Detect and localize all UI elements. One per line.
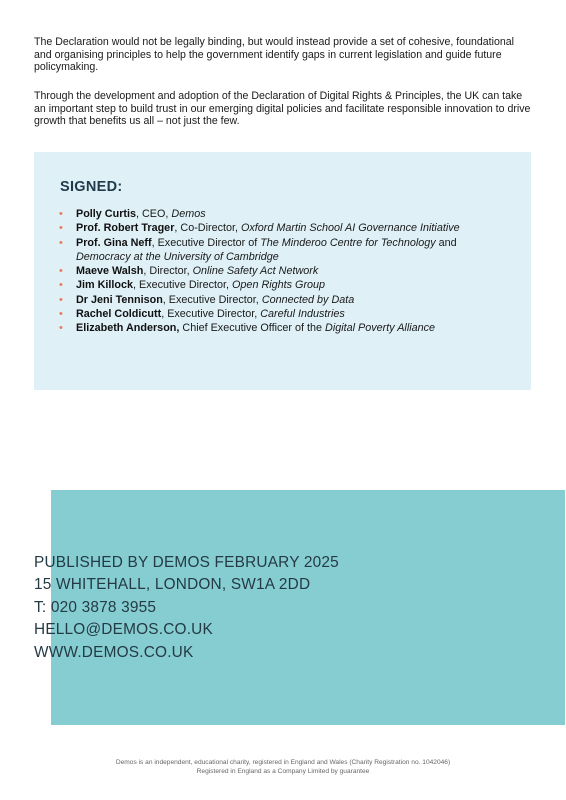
bullet-icon: • (59, 308, 63, 321)
publisher-address: 15 WHITEHALL, LONDON, SW1A 2DD (34, 576, 311, 594)
signatory-name: Maeve Walsh (76, 265, 144, 278)
signatory-role: Chief Executive Officer of the (182, 322, 326, 335)
signatory-role: CEO, (142, 208, 172, 220)
signatory-sep: , (143, 265, 150, 278)
signatory-name: Jim Killock (76, 279, 134, 292)
publisher-phone: T: 020 3878 3955 (34, 598, 157, 616)
signatory-sep: , (136, 208, 142, 220)
signatory-item (56, 221, 506, 235)
signatory-role: Executive Director, (167, 308, 261, 321)
signatory-sep: , (162, 293, 169, 306)
signatory-sep: , (161, 308, 168, 321)
signatory-role: Executive Director of (157, 236, 261, 249)
signed-box (34, 152, 531, 390)
signatory-org: Connected by Data (261, 293, 355, 306)
bullet-icon: • (59, 293, 63, 306)
footer-line-1: Demos is an independent, educational charity, registered in England and Wales (Charity Registration no. 1042046) (115, 759, 451, 766)
signatory-role: Director, (149, 265, 193, 278)
signatory-name: Rachel Coldicutt (76, 308, 162, 321)
signatory-org: Demos (171, 208, 206, 220)
signatory-org: Open Rights Group (232, 279, 326, 292)
signatory-item (56, 321, 506, 335)
footer (0, 758, 566, 776)
bullet-icon: • (59, 208, 63, 220)
publisher-info (34, 552, 339, 664)
signatory-list (56, 207, 506, 336)
signatory-role: Co-Director, (180, 222, 241, 235)
body-paragraph-2: Through the development and adoption of the Declaration of Digital Rights & Principles, the UK can take an important step to build trust in our emerging digital policies and facilitate responsible innovation to drive growth that benefits us all – not just the few. (34, 90, 531, 128)
footer-line-2: Registered in England as a Company Limited by guarantee (196, 768, 370, 775)
signatory-sep: , (174, 222, 181, 235)
bullet-icon: • (59, 279, 63, 292)
signatory-org-2: Democracy at the University of Cambridge (76, 250, 279, 263)
signatory-item (56, 207, 506, 221)
signatory-org: Digital Poverty Alliance (325, 322, 436, 335)
signatory-name: Polly Curtis (76, 208, 136, 220)
signatory-org: Online Safety Act Network (192, 265, 319, 278)
body-paragraph-1: The Declaration would not be legally binding, but would instead provide a set of cohesive, foundational and organising principles to help the government identify gaps in current legislation and guide future policymaking. (34, 36, 514, 74)
bullet-icon: • (59, 265, 63, 278)
signatory-name: Prof. Gina Neff (76, 236, 152, 249)
publisher-line: PUBLISHED BY DEMOS FEBRUARY 2025 (34, 554, 339, 571)
signed-title: SIGNED: (60, 179, 123, 195)
signatory-role: Executive Director, (168, 293, 262, 306)
signatory-org: The Minderoo Centre for Technology (260, 236, 436, 249)
signatory-org: Careful Industries (260, 308, 345, 321)
signatory-item (56, 293, 506, 307)
signatory-name: Dr Jeni Tennison (76, 293, 163, 306)
bullet-icon: • (59, 222, 63, 235)
signatory-name: Elizabeth Anderson, (76, 322, 180, 335)
signatory-mid: and (435, 236, 457, 249)
signatory-item (56, 278, 506, 292)
signatory-item (56, 236, 506, 265)
bullet-icon: • (59, 322, 63, 335)
signatory-name: Prof. Robert Trager (76, 222, 175, 235)
signatory-item (56, 307, 506, 321)
publisher-email[interactable]: HELLO@DEMOS.CO.UK (34, 621, 213, 639)
signatory-sep: , (133, 279, 140, 292)
signatory-org: Oxford Martin School AI Governance Initiative (241, 222, 460, 235)
signatory-item (56, 264, 506, 278)
signatory-role: Executive Director, (139, 279, 233, 292)
publisher-website[interactable]: WWW.DEMOS.CO.UK (34, 643, 194, 661)
signatory-sep: , (151, 236, 158, 249)
bullet-icon: • (59, 236, 63, 249)
